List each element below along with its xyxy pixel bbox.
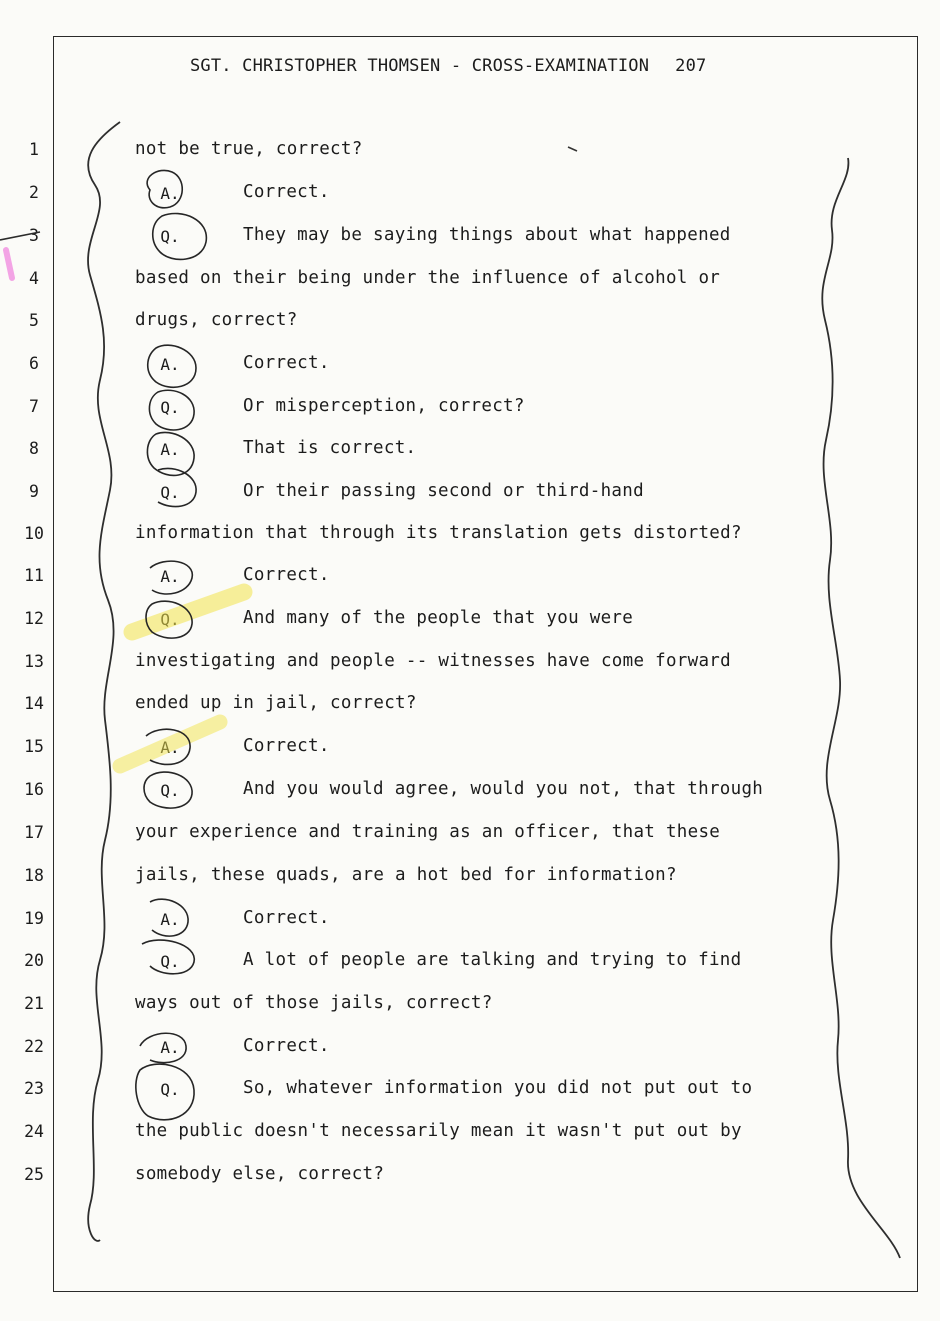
line-number: 9 xyxy=(29,482,39,501)
transcript-line: ended up in jail, correct? xyxy=(135,693,417,713)
speaker-label: Q. xyxy=(160,227,180,246)
line-number: 2 xyxy=(29,183,39,202)
line-number: 13 xyxy=(24,652,44,671)
speaker-label: A. xyxy=(160,1038,180,1057)
transcript-line: ways out of those jails, correct? xyxy=(135,993,493,1013)
transcript-line: Correct. xyxy=(243,736,330,756)
transcript-line: jails, these quads, are a hot bed for information? xyxy=(135,865,677,885)
transcript-line: not be true, correct? xyxy=(135,139,363,159)
line-number: 5 xyxy=(29,311,39,330)
speaker-label: A. xyxy=(160,738,180,757)
line-number: 4 xyxy=(29,269,39,288)
transcript-line: based on their being under the influence of alcohol or xyxy=(135,268,721,288)
line-number: 20 xyxy=(24,951,44,970)
page-header xyxy=(190,56,706,76)
page-number: 207 xyxy=(675,56,707,76)
line-number: 18 xyxy=(24,866,44,885)
transcript-line: And many of the people that you were xyxy=(243,608,634,628)
speaker-label: A. xyxy=(160,184,180,203)
line-number: 3 xyxy=(29,226,39,245)
line-number: 17 xyxy=(24,823,44,842)
highlighter-mark xyxy=(6,250,12,278)
line-number: 7 xyxy=(29,397,39,416)
transcript-line: They may be saying things about what happened xyxy=(243,225,731,245)
transcript-line: Or their passing second or third-hand xyxy=(243,481,644,501)
transcript-line: your experience and training as an officer, that these xyxy=(135,822,721,842)
transcript-line: And you would agree, would you not, that through xyxy=(243,779,764,799)
speaker-label: A. xyxy=(160,567,180,586)
speaker-label: Q. xyxy=(160,398,180,417)
line-number: 10 xyxy=(24,524,44,543)
transcript-line: Correct. xyxy=(243,182,330,202)
line-number: 23 xyxy=(24,1079,44,1098)
speaker-label: Q. xyxy=(160,483,180,502)
line-number: 21 xyxy=(24,994,44,1013)
speaker-label: Q. xyxy=(160,952,180,971)
line-number: 14 xyxy=(24,694,44,713)
transcript-line: the public doesn't necessarily mean it wasn't put out by xyxy=(135,1121,742,1141)
speaker-label: A. xyxy=(160,910,180,929)
speaker-label: A. xyxy=(160,440,180,459)
speaker-label: Q. xyxy=(160,1080,180,1099)
speaker-label: Q. xyxy=(160,610,180,629)
line-number: 24 xyxy=(24,1122,44,1141)
line-number: 22 xyxy=(24,1037,44,1056)
line-number: 19 xyxy=(24,909,44,928)
transcript-line: Correct. xyxy=(243,1036,330,1056)
transcript-line: Or misperception, correct? xyxy=(243,396,525,416)
speaker-label: Q. xyxy=(160,781,180,800)
line-number: 16 xyxy=(24,780,44,799)
transcript-line: That is correct. xyxy=(243,438,417,458)
line-number: 25 xyxy=(24,1165,44,1184)
transcript-line: Correct. xyxy=(243,908,330,928)
transcript-line: investigating and people -- witnesses have come forward xyxy=(135,651,731,671)
transcript-line: Correct. xyxy=(243,565,330,585)
transcript-line: Correct. xyxy=(243,353,330,373)
line-number: 12 xyxy=(24,609,44,628)
speaker-label: A. xyxy=(160,355,180,374)
transcript-line: A lot of people are talking and trying to find xyxy=(243,950,742,970)
transcript-line: information that through its translation gets distorted? xyxy=(135,523,742,543)
transcript-line: So, whatever information you did not put out to xyxy=(243,1078,753,1098)
transcript-line: drugs, correct? xyxy=(135,310,298,330)
line-number: 1 xyxy=(29,140,39,159)
line-number: 8 xyxy=(29,439,39,458)
line-number: 6 xyxy=(29,354,39,373)
line-number: 15 xyxy=(24,737,44,756)
transcript-line: somebody else, correct? xyxy=(135,1164,385,1184)
header-title: SGT. CHRISTOPHER THOMSEN - CROSS-EXAMINATION xyxy=(190,56,650,76)
line-number: 11 xyxy=(24,566,44,585)
